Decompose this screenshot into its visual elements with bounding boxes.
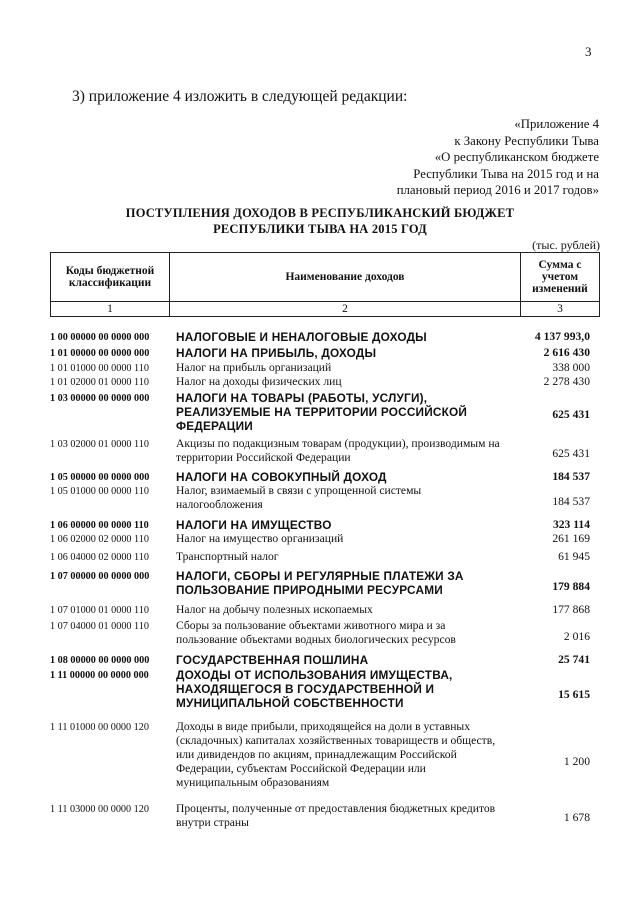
income-sum: 261 169 [552, 532, 590, 545]
appendix-line: к Закону Республики Тыва [454, 133, 599, 148]
budget-code: 1 05 01000 00 0000 110 [50, 486, 149, 497]
appendix-line: Республики Тыва на 2015 год и на [413, 166, 599, 181]
income-sum: 1 200 [563, 754, 590, 768]
table-row [50, 550, 600, 569]
income-sum: 338 000 [552, 361, 590, 374]
income-sum: 184 537 [552, 494, 590, 508]
table-row [50, 330, 600, 346]
income-sum: 2 278 430 [543, 375, 590, 388]
budget-code: 1 08 00000 00 0000 000 [50, 655, 150, 666]
table-row [50, 346, 600, 361]
table-row [50, 518, 600, 532]
budget-code: 1 01 01000 00 0000 110 [50, 363, 149, 374]
income-name: НАЛОГИ НА ПРИБЫЛЬ, ДОХОДЫ [176, 346, 377, 360]
table-row [50, 484, 600, 518]
budget-code: 1 06 00000 00 0000 110 [50, 520, 149, 531]
table-row [50, 802, 600, 832]
income-sum: 1 678 [563, 810, 590, 824]
appendix-reference [397, 116, 599, 199]
header-num-1: 1 [51, 302, 170, 317]
budget-code: 1 06 04000 02 0000 110 [50, 552, 149, 563]
title-line: РЕСПУБЛИКИ ТЫВА НА 2015 ГОД [213, 222, 427, 236]
income-name: Налог на доходы физических лиц [176, 375, 342, 388]
income-sum: 15 615 [558, 687, 590, 701]
header-num-2: 2 [170, 302, 521, 317]
header-sum: Сумма с учетом изменений [521, 253, 600, 302]
table-row [50, 603, 600, 619]
income-name: ГОСУДАРСТВЕННАЯ ПОШЛИНА [176, 653, 369, 667]
table-row [50, 569, 600, 603]
income-table-body [50, 330, 600, 832]
budget-code: 1 11 01000 00 0000 120 [50, 722, 149, 733]
income-sum: 61 945 [558, 550, 590, 563]
document-title [0, 205, 640, 237]
income-sum: 2 016 [563, 629, 590, 643]
budget-code: 1 03 00000 00 0000 000 [50, 393, 150, 404]
table-row [50, 375, 600, 391]
title-line: ПОСТУПЛЕНИЯ ДОХОДОВ В РЕСПУБЛИКАНСКИЙ БЮДЖЕТ [125, 206, 515, 220]
income-sum: 323 114 [552, 518, 590, 531]
budget-code: 1 11 00000 00 0000 000 [50, 670, 149, 681]
header-codes: Коды бюджетной классификации [51, 253, 170, 302]
appendix-line: плановый период 2016 и 2017 годов» [396, 183, 599, 197]
income-sum: 625 431 [552, 407, 590, 421]
income-name: ДОХОДЫ ОТ ИСПОЛЬЗОВАНИЯ ИМУЩЕСТВА, НАХОДЯЩЕГОСЯ В ГОСУДАРСТВЕННОЙ И МУНИЦИПАЛЬНОЙ СОБСТВЕННОСТИ [176, 668, 453, 710]
income-name: Налог на имущество организаций [176, 532, 344, 545]
budget-code: 1 07 04000 01 0000 110 [50, 621, 149, 632]
income-name: Налог на прибыль организаций [176, 361, 332, 374]
income-name: Проценты, полученные от предоставления бюджетных кредитов внутри страны [176, 802, 496, 829]
units-label: (тыс. рублей) [532, 238, 600, 252]
appendix-line: «О республиканском бюджете [434, 150, 599, 164]
budget-code: 1 01 00000 00 0000 000 [50, 348, 150, 359]
income-name: Налог, взимаемый в связи с упрощенной системы налогообложения [176, 484, 422, 511]
table-row [50, 391, 600, 437]
income-sum: 2 616 430 [543, 346, 590, 359]
income-name: НАЛОГОВЫЕ И НЕНАЛОГОВЫЕ ДОХОДЫ [176, 330, 427, 344]
budget-code: 1 00 00000 00 0000 000 [50, 332, 150, 343]
page-number: 3 [585, 44, 592, 59]
table-row [50, 470, 600, 484]
header-num-3: 3 [521, 302, 600, 317]
budget-code: 1 03 02000 01 0000 110 [50, 439, 149, 450]
table-row [50, 532, 600, 550]
income-name: НАЛОГИ НА ТОВАРЫ (РАБОТЫ, УСЛУГИ), РЕАЛИЗУЕМЫЕ НА ТЕРРИТОРИИ РОССИЙСКОЙ ФЕДЕРАЦИИ [176, 391, 468, 433]
budget-code: 1 11 03000 00 0000 120 [50, 804, 149, 815]
budget-code: 1 01 02000 01 0000 110 [50, 377, 149, 388]
table-row [50, 668, 600, 720]
header-name: Наименование доходов [170, 253, 521, 302]
income-sum: 4 137 993,0 [534, 330, 590, 343]
income-name: НАЛОГИ, СБОРЫ И РЕГУЛЯРНЫЕ ПЛАТЕЖИ ЗА ПОЛЬЗОВАНИЕ ПРИРОДНЫМИ РЕСУРСАМИ [176, 569, 464, 597]
table-row [50, 361, 600, 375]
table-row [50, 437, 600, 470]
income-name: Налог на добычу полезных ископаемых [176, 603, 373, 616]
income-sum: 184 537 [552, 470, 590, 483]
income-name: Доходы в виде прибыли, приходящейся на доли в уставных (складочных) капиталах хозяйственных товариществ и обществ, или дивидендов по акциям, принадлежащим Российской Федерации, субъектам Российской Федерации или муниципальным образованиям [176, 720, 496, 789]
budget-code: 1 07 00000 00 0000 000 [50, 571, 150, 582]
appendix-line: «Приложение 4 [514, 117, 599, 131]
income-sum: 625 431 [552, 447, 590, 460]
income-sum: 25 741 [558, 653, 590, 666]
income-sum: 179 884 [552, 579, 590, 593]
budget-code: 1 05 00000 00 0000 000 [50, 472, 150, 483]
income-name: Транспортный налог [176, 550, 279, 563]
budget-code: 1 07 01000 01 0000 110 [50, 605, 149, 616]
income-name: Сборы за пользование объектами животного мира и за пользование объектами водных биологических ресурсов [176, 619, 456, 646]
table-row [50, 653, 600, 668]
table-row [50, 619, 600, 653]
income-name: НАЛОГИ НА ИМУЩЕСТВО [176, 518, 332, 532]
income-name: НАЛОГИ НА СОВОКУПНЫЙ ДОХОД [176, 470, 387, 484]
budget-code: 1 06 02000 02 0000 110 [50, 534, 149, 545]
intro-text: 3) приложение 4 изложить в следующей редакции: [72, 88, 408, 105]
income-name: Акцизы по подакцизным товарам (продукции), производимым на территории Российской Федерации [176, 437, 500, 464]
income-sum: 177 868 [552, 603, 590, 616]
table-header [50, 252, 600, 317]
table-row [50, 720, 600, 802]
